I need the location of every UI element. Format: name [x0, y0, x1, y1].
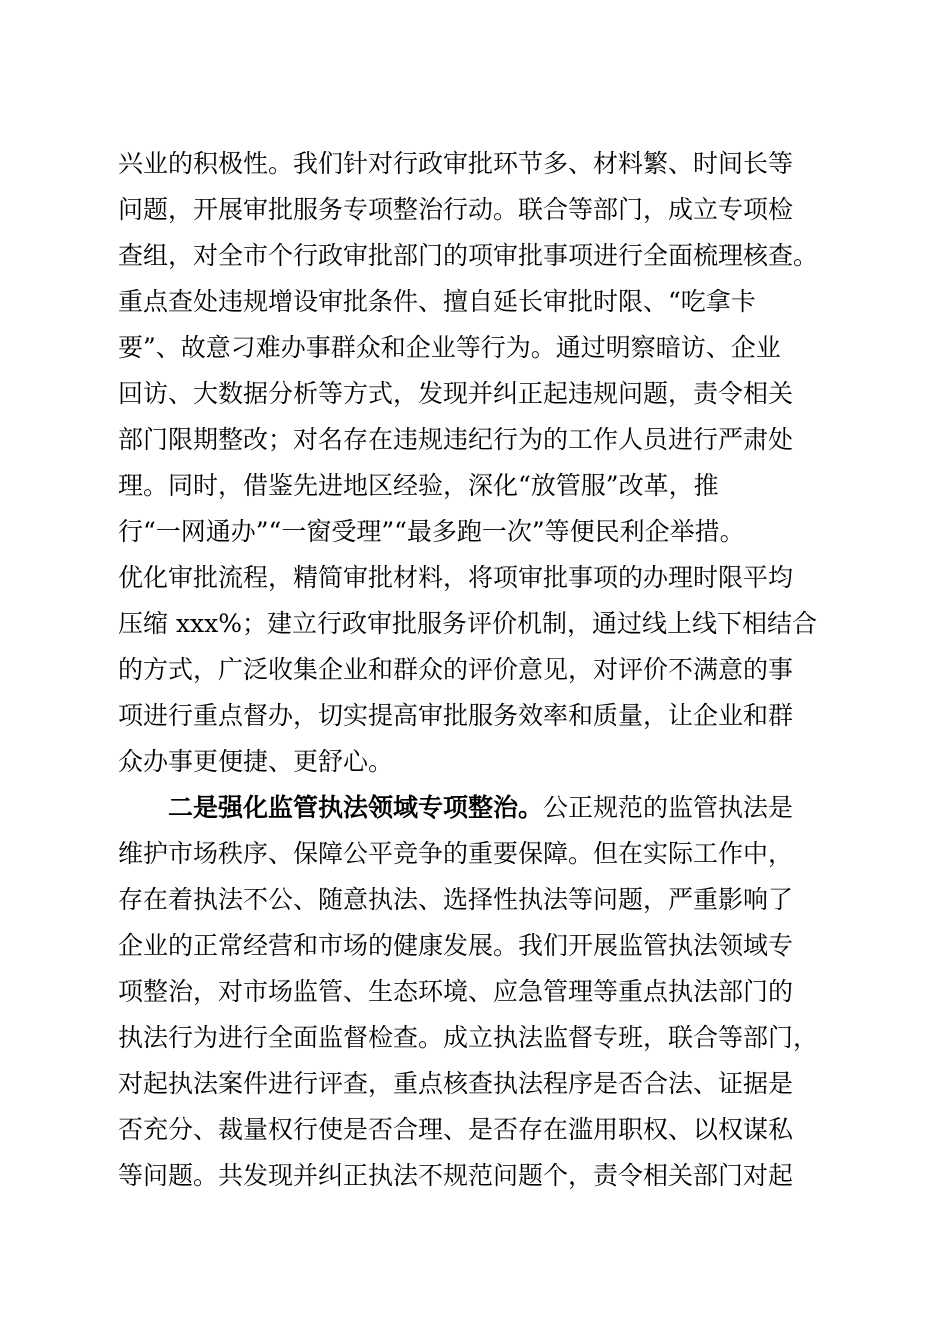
paragraph-line: 对起执法案件进行评查，重点核查执法程序是否合法、证据是: [118, 1069, 794, 1098]
paragraph-line: 查组，对全市个行政审批部门的项审批事项进行全面梳理核查。: [118, 241, 819, 270]
paragraph-line: 行“一网通办”“一窗受理”“最多跑一次”等便民利企举措。: [118, 517, 745, 546]
paragraph-line: 维护市场秩序、保障公平竞争的重要保障。但在实际工作中，: [118, 839, 794, 868]
paragraph-line: 优化审批流程，精简审批材料，将项审批事项的办理时限平均: [118, 563, 794, 592]
paragraph-line: 要”、故意刁难办事群众和企业等行为。通过明察暗访、企业: [118, 333, 781, 362]
paragraph-line: 项进行重点督办，切实提高审批服务效率和质量，让企业和群: [118, 701, 794, 730]
paragraph-line: 部门限期整改；对名存在违规违纪行为的工作人员进行严肃处: [118, 425, 794, 454]
paragraph-line: 问题，开展审批服务专项整治行动。联合等部门，成立专项检: [118, 195, 794, 224]
paragraph-text: 公正规范的监管执法是: [543, 793, 794, 822]
paragraph-first-line: [168, 790, 832, 826]
paragraph-line: 项整治，对市场监管、生态环境、应急管理等重点执法部门的: [118, 977, 794, 1006]
paragraph-line: 否充分、裁量权行使是否合理、是否存在滥用职权、以权谋私: [118, 1115, 794, 1144]
paragraph-line: 执法行为进行全面监督检查。成立执法监督专班，联合等部门，: [118, 1023, 819, 1052]
paragraph-line: 存在着执法不公、随意执法、选择性执法等问题，严重影响了: [118, 885, 794, 914]
paragraph-line: 企业的正常经营和市场的健康发展。我们开展监管执法领域专: [118, 931, 794, 960]
paragraph-line: 众办事更便捷、更舒心。: [118, 747, 394, 776]
paragraph-line: 兴业的积极性。我们针对行政审批环节多、材料繁、时间长等: [118, 149, 794, 178]
paragraph-line: 重点查处违规增设审批条件、擅自延长审批时限、“吃拿卡: [118, 287, 756, 316]
paragraph-line: 压缩 xxx%；建立行政审批服务评价机制，通过线上线下相结合: [118, 609, 818, 638]
section-heading: 二是强化监管执法领域专项整治。: [168, 793, 544, 822]
paragraph-line: 理。同时，借鉴先进地区经验，深化“放管服”改革，推: [118, 471, 719, 500]
paragraph-line: 的方式，广泛收集企业和群众的评价意见，对评价不满意的事: [118, 655, 794, 684]
paragraph-line: 等问题。共发现并纠正执法不规范问题个，责令相关部门对起: [118, 1161, 794, 1190]
paragraph-line: 回访、大数据分析等方式，发现并纠正起违规问题，责令相关: [118, 379, 794, 408]
